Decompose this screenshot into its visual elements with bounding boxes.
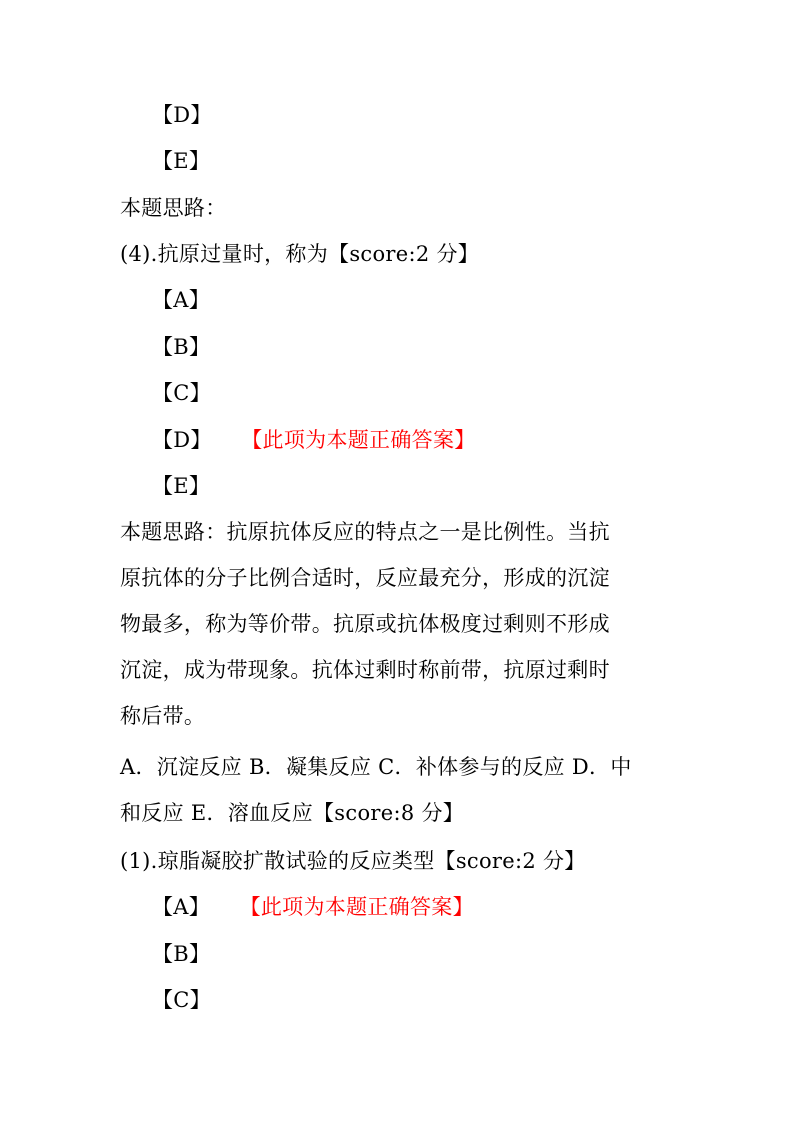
explanation-line: 称后带。: [120, 704, 206, 728]
option-label: 【B】: [152, 335, 211, 359]
option-e: [152, 149, 210, 173]
explanation-line: 原抗体的分子比例合适时，反应最充分，形成的沉淀: [120, 566, 610, 590]
option-label: 【E】: [152, 474, 211, 498]
option-label: 【E】: [152, 149, 211, 173]
option-label: 【D】: [152, 428, 212, 452]
option-label: 【A】: [152, 895, 211, 919]
explanation-paragraph: [120, 509, 680, 739]
option-b: [152, 942, 210, 966]
option-label: 【C】: [152, 381, 211, 405]
option-d: [152, 103, 212, 127]
explanation-label: 本题思路：: [120, 196, 227, 220]
option-c: [152, 988, 211, 1012]
option-a: [152, 895, 474, 919]
correct-answer-mark: 【此项为本题正确答案】: [250, 895, 474, 919]
option-b: [152, 335, 210, 359]
option-label: 【B】: [152, 942, 211, 966]
option-label: 【D】: [152, 103, 212, 127]
question-stem: (4).抗原过量时，称为【score:2 分】: [120, 242, 480, 266]
choices-line: 和反应 E．溶血反应【score:8 分】: [120, 801, 465, 825]
option-e: [152, 474, 210, 498]
explanation-line: 物最多，称为等价带。抗原或抗体极度过剩则不形成: [120, 612, 610, 636]
option-a: [152, 288, 210, 312]
option-c: [152, 381, 211, 405]
choices-paragraph: [120, 744, 680, 836]
correct-answer-mark: 【此项为本题正确答案】: [251, 428, 476, 452]
question-stem: (1).琼脂凝胶扩散试验的反应类型【score:2 分】: [120, 849, 586, 873]
choices-line: A．沉淀反应 B．凝集反应 C．补体参与的反应 D．中: [120, 755, 632, 779]
option-label: 【A】: [152, 288, 211, 312]
explanation-line: 本题思路：抗原抗体反应的特点之一是比例性。当抗: [120, 520, 610, 544]
explanation-line: 沉淀，成为带现象。抗体过剩时称前带，抗原过剩时: [120, 658, 610, 682]
option-d: [152, 428, 476, 452]
option-label: 【C】: [152, 988, 211, 1012]
